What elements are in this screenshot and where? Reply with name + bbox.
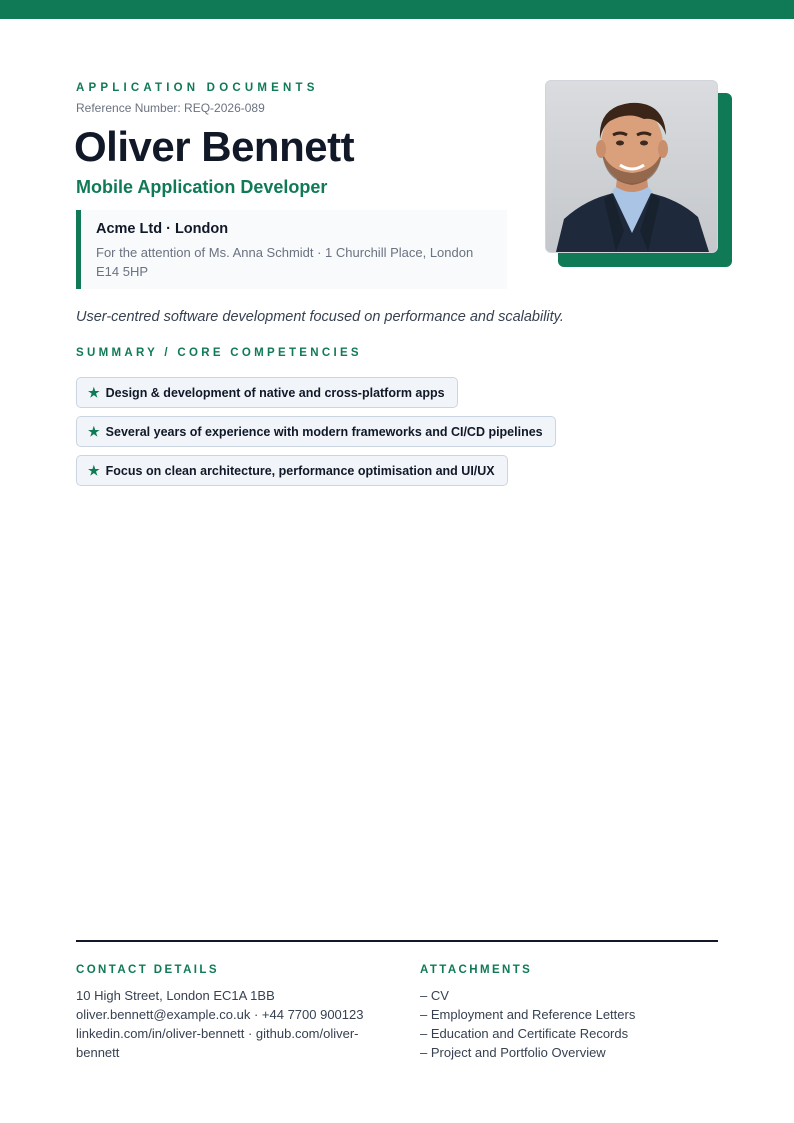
attachment-item: – Project and Portfolio Overview: [420, 1045, 606, 1060]
competency-label: Several years of experience with modern frameworks and CI/CD pipelines: [105, 424, 543, 439]
applicant-name: Oliver Bennett: [74, 123, 355, 170]
star-icon: ★: [88, 384, 100, 400]
applicant-role: Mobile Application Developer: [76, 177, 328, 197]
competency-label: Focus on clean architecture, performance optimisation and UI/UX: [105, 463, 495, 478]
contact-details: [76, 986, 366, 1062]
contact-profiles: linkedin.com/in/oliver-bennett · github.com/oliver-bennett: [76, 1026, 359, 1060]
attachment-item: – CV: [420, 988, 449, 1003]
top-accent-bar: [0, 0, 794, 19]
profile-tagline: User-centred software development focused on performance and scalability.: [76, 309, 564, 325]
attachment-item: – Education and Certificate Records: [420, 1026, 629, 1041]
competency-chip: [76, 377, 458, 408]
document-kicker: APPLICATION DOCUMENTS: [76, 82, 319, 94]
summary-heading: SUMMARY / CORE COMPETENCIES: [76, 347, 362, 359]
recipient-attention: For the attention of Ms. Anna Schmidt · 1 Churchill Place, London E14 5HP: [96, 245, 474, 279]
attachment-item: – Employment and Reference Letters: [420, 1007, 636, 1022]
competency-list: [76, 377, 556, 494]
competency-chip: [76, 455, 508, 486]
recipient-box: [76, 210, 507, 289]
contact-email-phone: oliver.bennett@example.co.uk · +44 7700 900123: [76, 1007, 364, 1022]
competency-label: Design & development of native and cross-platform apps: [105, 385, 445, 400]
applicant-photo: [545, 80, 718, 253]
star-icon: ★: [88, 462, 100, 478]
contact-address: 10 High Street, London EC1A 1BB: [76, 988, 275, 1003]
attachments-list: [420, 986, 718, 1062]
footer-divider: [76, 940, 718, 942]
star-icon: ★: [88, 423, 100, 439]
reference-number: Reference Number: REQ-2026-089: [76, 101, 265, 115]
recipient-company: Acme Ltd · London: [96, 221, 229, 237]
competency-chip: [76, 416, 556, 447]
attachments-heading: ATTACHMENTS: [420, 964, 533, 976]
contact-heading: CONTACT DETAILS: [76, 964, 219, 976]
